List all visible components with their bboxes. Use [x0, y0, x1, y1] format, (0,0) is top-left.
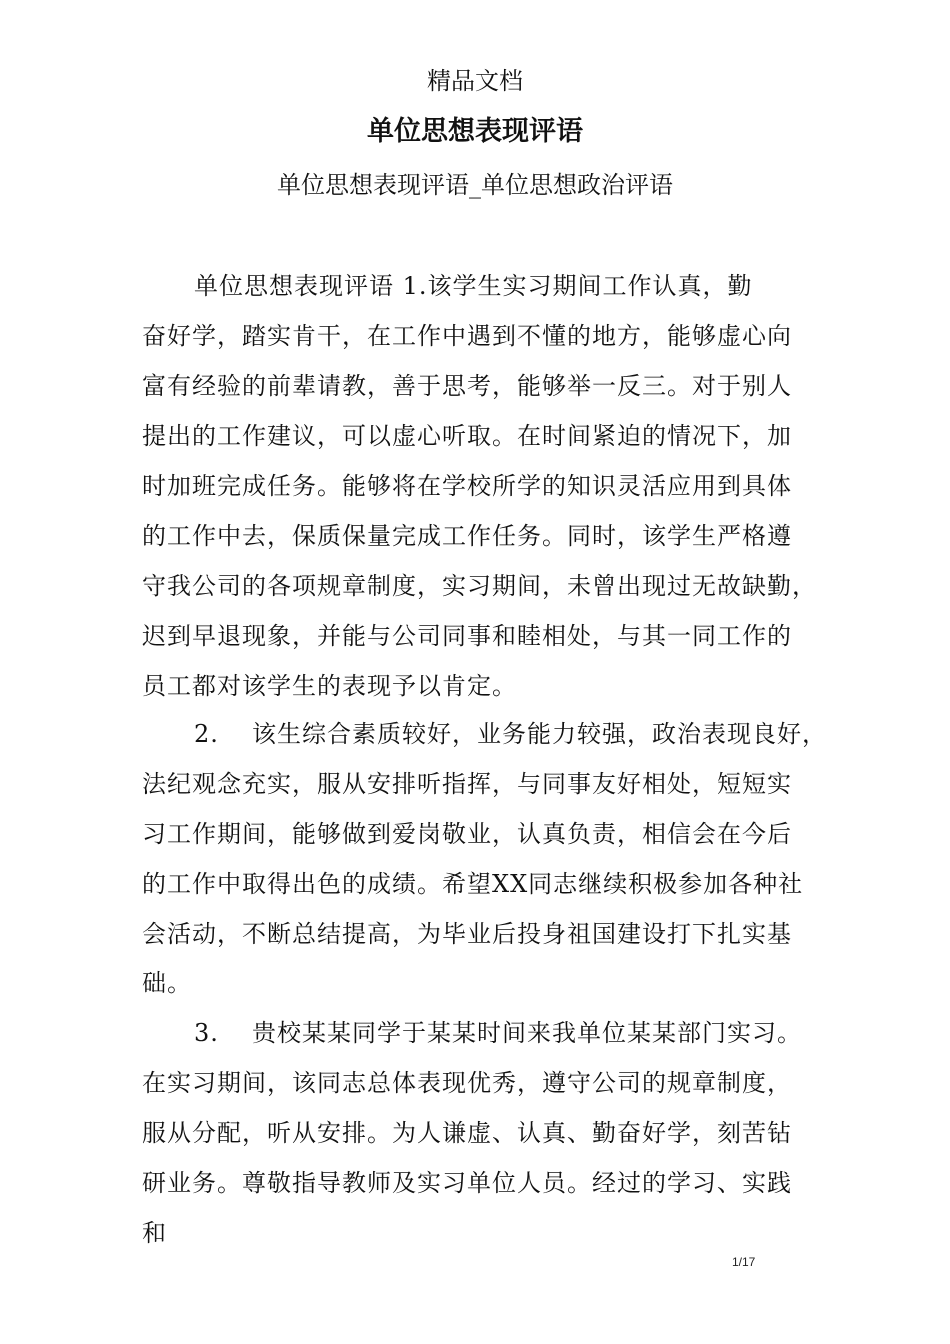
paragraph-1-line: 时加班完成任务。能够将在学校所学的知识灵活应用到具体 — [142, 472, 792, 500]
paragraph-2-line: 法纪观念充实，服从安排听指挥，与同事友好相处，短短实 — [142, 770, 792, 798]
paragraph-3-number: 3. — [194, 1019, 219, 1047]
paragraph-1-line: 的工作中去，保质保量完成工作任务。同时，该学生严格遵 — [142, 522, 792, 550]
paragraph-1-line: 单位思想表现评语 1.该学生实习期间工作认真，勤 — [194, 272, 753, 300]
paragraph-2-first-text: 该生综合素质较好，业务能力较强，政治表现良好， — [252, 720, 827, 748]
page-number: 1/17 — [732, 1255, 756, 1269]
document-title: 单位思想表现评语 — [367, 116, 583, 147]
paragraph-2-line: 会活动，不断总结提高，为毕业后投身祖国建设打下扎实基 — [142, 920, 792, 948]
paragraph-2-line: 的工作中取得出色的成绩。希望XX同志继续积极参加各种社 — [142, 870, 804, 898]
paragraph-3-line: 在实习期间，该同志总体表现优秀，遵守公司的规章制度， — [142, 1069, 792, 1097]
paragraph-2-line: 习工作期间，能够做到爱岗敬业，认真负责，相信会在今后 — [142, 820, 792, 848]
paragraph-1-line: 员工都对该学生的表现予以肯定。 — [142, 672, 517, 700]
paragraph-1-line: 迟到早退现象，并能与公司同事和睦相处，与其一同工作的 — [142, 622, 792, 650]
paragraph-2-line: 础。 — [142, 969, 192, 997]
paragraph-3-first-line — [194, 1016, 802, 1050]
paragraph-1-line: 奋好学，踏实肯干，在工作中遇到不懂的地方，能够虚心向 — [142, 322, 792, 350]
paragraph-1-line: 提出的工作建议，可以虚心听取。在时间紧迫的情况下，加 — [142, 422, 792, 450]
paragraph-3-line: 服从分配，听从安排。为人谦虚、认真、勤奋好学，刻苦钻 — [142, 1119, 792, 1147]
paragraph-1-line: 富有经验的前辈请教，善于思考，能够举一反三。对于别人 — [142, 372, 792, 400]
paragraph-3-line: 研业务。尊敬指导教师及实习单位人员。经过的学习、实践 — [142, 1169, 792, 1197]
paragraph-2-first-line — [194, 717, 827, 751]
paragraph-3-first-text: 贵校某某同学于某某时间来我单位某某部门实习。 — [252, 1019, 802, 1047]
document-subtitle: 单位思想表现评语_单位思想政治评语 — [277, 171, 673, 199]
paragraph-2-number: 2. — [194, 720, 219, 748]
paragraph-3-line: 和 — [142, 1219, 167, 1247]
paragraph-1-line: 守我公司的各项规章制度，实习期间，未曾出现过无故缺勤， — [142, 572, 817, 600]
page-header: 精品文档 — [427, 67, 523, 95]
